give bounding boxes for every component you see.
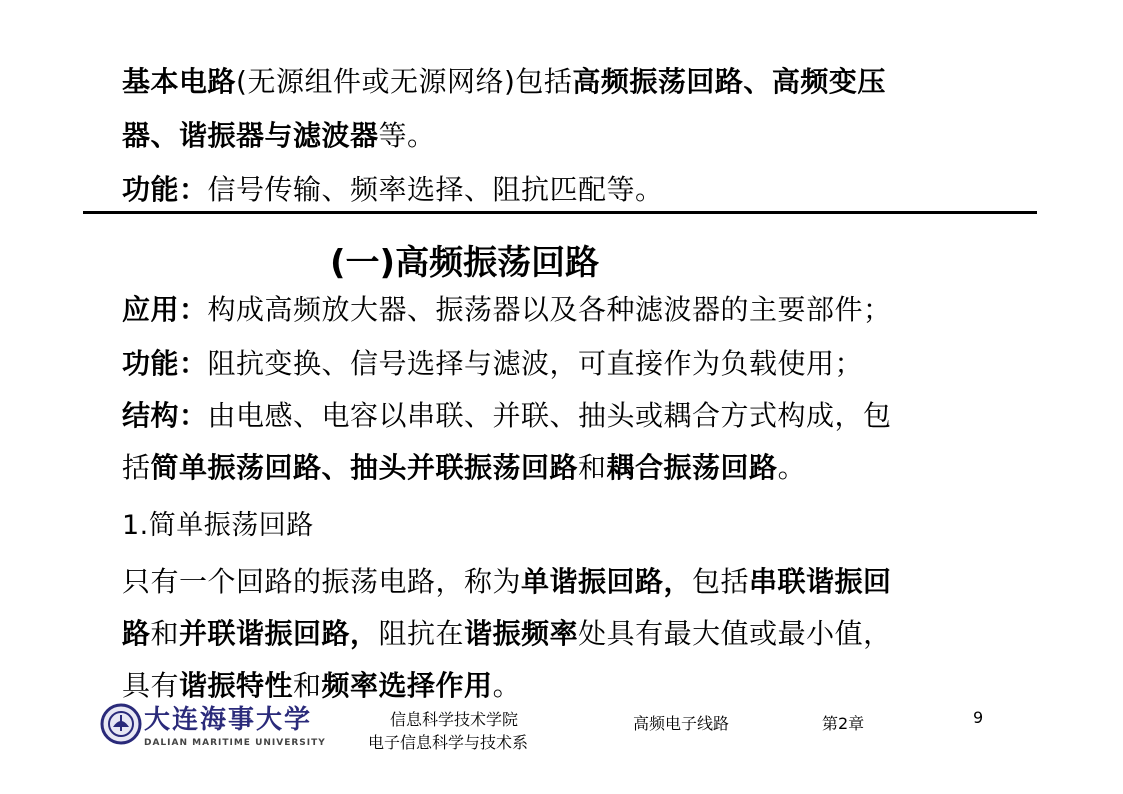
text-bold: 简单振荡回路、抽头并联振荡回路 bbox=[150, 451, 579, 484]
section-heading: (一)高频振荡回路 bbox=[330, 243, 600, 283]
structure-label: 结构： bbox=[122, 399, 208, 432]
text-plain: 处具有最大值或最小值， bbox=[578, 617, 892, 650]
intro-line-1 bbox=[122, 64, 886, 100]
application-label: 应用： bbox=[122, 293, 208, 326]
function-text: 阻抗变换、信号选择与滤波，可直接作为负载使用； bbox=[207, 347, 864, 380]
structure-line-1 bbox=[122, 398, 892, 434]
subsection-title: 1.简单振荡回路 bbox=[122, 510, 314, 541]
intro-line-3 bbox=[122, 172, 664, 208]
text-bold: 谐振频率 bbox=[464, 617, 579, 650]
simple-circuit-line-3 bbox=[122, 668, 521, 704]
divider-rule bbox=[83, 211, 1037, 214]
function-label: 功能： bbox=[122, 347, 208, 380]
text-plain: 和 bbox=[578, 451, 607, 484]
footer-department: 电子信息科学与技术系 bbox=[368, 733, 529, 752]
text-plain: (无源组件或无源网络)包括 bbox=[236, 65, 573, 98]
text-bold: 谐振特性 bbox=[179, 669, 294, 702]
text-bold: 并联谐振回路， bbox=[179, 617, 379, 650]
footer-college: 信息科学技术学院 bbox=[390, 710, 519, 729]
structure-text: 由电感、电容以串联、并联、抽头或耦合方式构成，包 bbox=[207, 399, 892, 432]
footer-course: 高频电子线路 bbox=[633, 714, 730, 733]
simple-circuit-line-1 bbox=[122, 564, 892, 600]
text-plain: 只有一个回路的振荡电路，称为 bbox=[122, 565, 522, 598]
text-plain: 和 bbox=[150, 617, 180, 650]
text-bold: 串联谐振回 bbox=[749, 565, 892, 598]
application-line bbox=[122, 292, 892, 328]
text-plain: 和 bbox=[293, 669, 322, 702]
text-bold: 路 bbox=[122, 617, 151, 650]
text-bold: 高频振荡回路、高频变压 bbox=[572, 65, 886, 98]
function-label: 功能： bbox=[122, 173, 208, 206]
text-bold: 器、谐振器与滤波器 bbox=[122, 119, 379, 152]
logo-chinese-name: 大连海事大学 bbox=[144, 705, 313, 735]
text-plain: 。 bbox=[777, 451, 807, 484]
page-number: 9 bbox=[973, 708, 984, 727]
application-text: 构成高频放大器、振荡器以及各种滤波器的主要部件； bbox=[207, 293, 892, 326]
text-plain: 阻抗在 bbox=[378, 617, 465, 650]
footer-chapter: 第2章 bbox=[822, 714, 865, 733]
text-plain: 。 bbox=[492, 669, 522, 702]
logo-english-name: DALIAN MARITIME UNIVERSITY bbox=[144, 738, 326, 748]
text-plain: 包括 bbox=[692, 565, 750, 598]
text-bold: 基本电路 bbox=[122, 65, 237, 98]
university-emblem-icon bbox=[100, 703, 142, 745]
text-plain: 等。 bbox=[378, 119, 436, 152]
text-bold: 频率选择作用 bbox=[321, 669, 493, 702]
text-bold: 单谐振回路， bbox=[521, 565, 693, 598]
function-text: 信号传输、频率选择、阻抗匹配等。 bbox=[207, 173, 664, 206]
university-logo bbox=[100, 703, 360, 751]
simple-circuit-line-2 bbox=[122, 616, 892, 652]
text-bold: 耦合振荡回路 bbox=[606, 451, 778, 484]
text-plain: 具有 bbox=[122, 669, 180, 702]
function-line bbox=[122, 346, 863, 382]
structure-line-2 bbox=[122, 450, 806, 486]
intro-line-2 bbox=[122, 118, 436, 154]
text-plain: 括 bbox=[122, 451, 151, 484]
